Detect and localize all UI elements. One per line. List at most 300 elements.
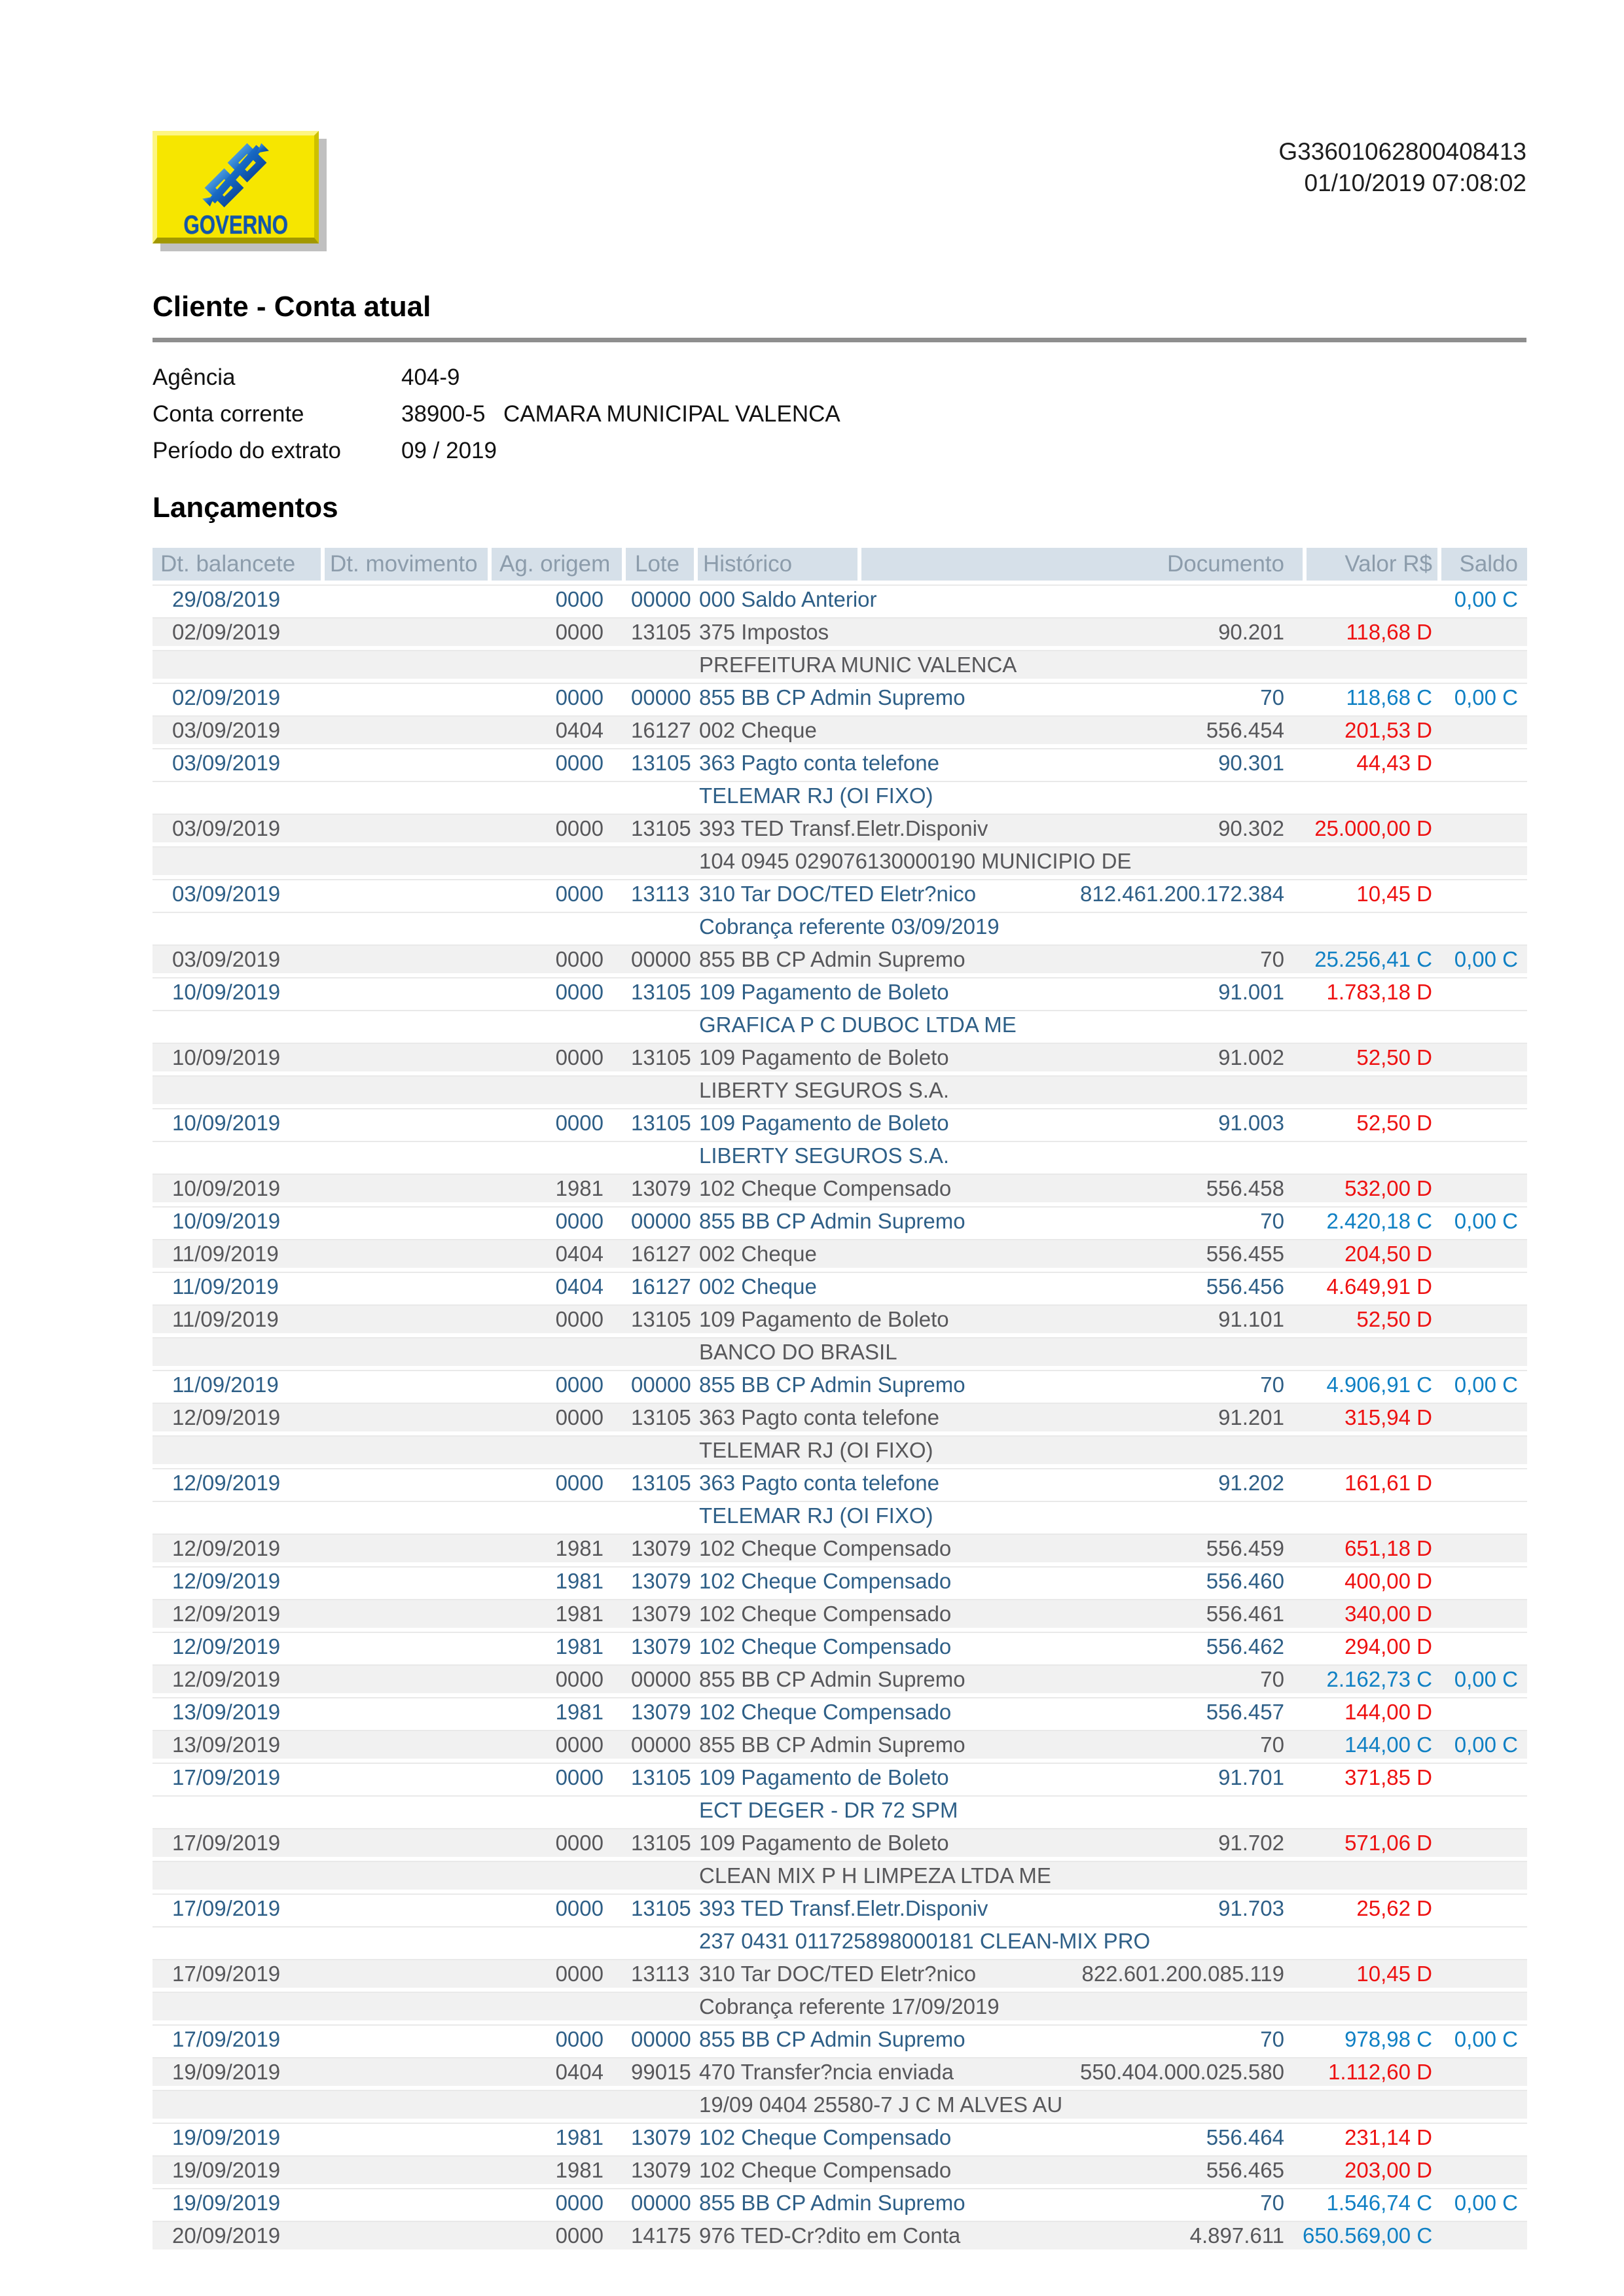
transaction-row: [153, 748, 1527, 777]
cell-valor: 4.649,91 D: [1303, 1272, 1437, 1300]
cell-dt-movimento: [321, 1893, 488, 1922]
cell-ag-origem: 1981: [488, 1599, 622, 1628]
description-row: [153, 2090, 1527, 2119]
cell-documento: 91.701: [857, 1763, 1303, 1791]
cell-lote: 13113: [622, 879, 694, 908]
cell-documento: 70: [857, 944, 1303, 973]
cell-ag-origem: 1981: [488, 1632, 622, 1660]
cell-saldo: [1437, 1959, 1527, 1988]
agency-label: Agência: [153, 365, 236, 390]
cell-dt-movimento: [321, 1304, 488, 1333]
transaction-row: [153, 1959, 1527, 1988]
transaction-row: [153, 1893, 1527, 1922]
cell-dt-movimento: [321, 584, 488, 613]
cell-dt-movimento: [321, 977, 488, 1006]
cell-valor: 201,53 D: [1303, 715, 1437, 744]
entries-section-title: Lançamentos: [153, 492, 338, 524]
cell-saldo: 0,00 C: [1437, 2188, 1527, 2217]
cell-saldo: [1437, 1599, 1527, 1628]
transaction-row: [153, 1632, 1527, 1660]
cell-documento: 91.201: [857, 1403, 1303, 1431]
cell-lote: 14175: [622, 2221, 694, 2250]
cell-ag-origem: 0000: [488, 1043, 622, 1071]
transaction-row: [153, 814, 1527, 842]
cell-dt-balancete: 19/09/2019: [153, 2123, 321, 2151]
cell-historico: 109 Pagamento de Boleto: [694, 1304, 857, 1333]
cell-dt-movimento: [321, 1599, 488, 1628]
cell-dt-balancete: 03/09/2019: [153, 879, 321, 908]
cell-dt-movimento: [321, 1174, 488, 1202]
cell-historico: 310 Tar DOC/TED Eletr?nico: [694, 1959, 857, 1988]
cell-historico: 855 BB CP Admin Supremo: [694, 2188, 857, 2217]
cell-valor: 650.569,00 C: [1303, 2221, 1437, 2250]
transaction-row: [153, 1468, 1527, 1497]
account-info-row-account: [153, 396, 1526, 433]
cell-dt-balancete: 10/09/2019: [153, 1108, 321, 1137]
cell-historico: 109 Pagamento de Boleto: [694, 1828, 857, 1857]
cell-ag-origem: 0000: [488, 1108, 622, 1137]
cell-historico: 855 BB CP Admin Supremo: [694, 1206, 857, 1235]
cell-saldo: [1437, 1043, 1527, 1071]
transaction-row: [153, 1828, 1527, 1857]
cell-dt-balancete: 20/09/2019: [153, 2221, 321, 2250]
cell-ag-origem: 1981: [488, 2123, 622, 2151]
cell-documento: 556.464: [857, 2123, 1303, 2151]
cell-dt-balancete: 17/09/2019: [153, 2024, 321, 2053]
transaction-row: [153, 1174, 1527, 1202]
cell-empty: [153, 1926, 694, 1955]
cell-dt-balancete: 03/09/2019: [153, 715, 321, 744]
cell-valor: 25.000,00 D: [1303, 814, 1437, 842]
cell-dt-movimento: [321, 2123, 488, 2151]
cell-historico: 855 BB CP Admin Supremo: [694, 1664, 857, 1693]
transaction-row: [153, 1664, 1527, 1693]
transaction-row: [153, 584, 1527, 613]
cell-dt-movimento: [321, 748, 488, 777]
cell-valor: 400,00 D: [1303, 1566, 1437, 1595]
cell-dt-movimento: [321, 1566, 488, 1595]
cell-documento: 70: [857, 2024, 1303, 2053]
cell-dt-balancete: 13/09/2019: [153, 1730, 321, 1759]
cell-empty: [153, 2090, 694, 2119]
transaction-row: [153, 879, 1527, 908]
cell-lote: 13079: [622, 1632, 694, 1660]
banco-do-brasil-emblem-icon: [196, 135, 275, 211]
cell-dt-movimento: [321, 1730, 488, 1759]
cell-dt-balancete: 10/09/2019: [153, 977, 321, 1006]
cell-valor: 52,50 D: [1303, 1108, 1437, 1137]
cell-documento: 91.101: [857, 1304, 1303, 1333]
transaction-row: [153, 1239, 1527, 1268]
cell-empty: [153, 1337, 694, 1366]
cell-lote: 16127: [622, 1239, 694, 1268]
cell-historico: 102 Cheque Compensado: [694, 1599, 857, 1628]
banco-do-brasil-governo-logo: [153, 131, 319, 243]
col-header-saldo: Saldo: [1437, 548, 1527, 581]
cell-dt-balancete: 11/09/2019: [153, 1272, 321, 1300]
cell-dt-balancete: 03/09/2019: [153, 814, 321, 842]
cell-dt-movimento: [321, 1206, 488, 1235]
cell-description: 104 0945 029076130000190 MUNICIPIO DE: [694, 846, 1527, 875]
cell-lote: 13079: [622, 1599, 694, 1628]
transaction-row: [153, 2024, 1527, 2053]
cell-dt-balancete: 12/09/2019: [153, 1468, 321, 1497]
transaction-row: [153, 1730, 1527, 1759]
cell-documento: 4.897.611: [857, 2221, 1303, 2250]
cell-historico: 109 Pagamento de Boleto: [694, 1043, 857, 1071]
description-row: [153, 912, 1527, 941]
cell-historico: 855 BB CP Admin Supremo: [694, 2024, 857, 2053]
cell-dt-balancete: 12/09/2019: [153, 1534, 321, 1562]
description-row: [153, 1075, 1527, 1104]
cell-documento: 70: [857, 1206, 1303, 1235]
cell-lote: 16127: [622, 1272, 694, 1300]
cell-dt-balancete: 03/09/2019: [153, 944, 321, 973]
cell-description: Cobrança referente 03/09/2019: [694, 912, 1527, 941]
cell-documento: 556.456: [857, 1272, 1303, 1300]
cell-lote: 16127: [622, 715, 694, 744]
cell-documento: 70: [857, 1730, 1303, 1759]
description-row: [153, 1795, 1527, 1824]
cell-documento: 91.002: [857, 1043, 1303, 1071]
cell-saldo: [1437, 977, 1527, 1006]
cell-valor: 1.546,74 C: [1303, 2188, 1437, 2217]
cell-valor: 25.256,41 C: [1303, 944, 1437, 973]
cell-lote: 00000: [622, 944, 694, 973]
cell-valor: 315,94 D: [1303, 1403, 1437, 1431]
transaction-row: [153, 1370, 1527, 1399]
cell-historico: 363 Pagto conta telefone: [694, 1468, 857, 1497]
cell-documento: 556.455: [857, 1239, 1303, 1268]
description-row: [153, 1435, 1527, 1464]
cell-ag-origem: 0000: [488, 944, 622, 973]
table-header-row: [153, 548, 1527, 581]
description-row: [153, 781, 1527, 810]
cell-saldo: [1437, 1174, 1527, 1202]
cell-lote: 99015: [622, 2057, 694, 2086]
cell-ag-origem: 0404: [488, 2057, 622, 2086]
cell-lote: 13105: [622, 1828, 694, 1857]
cell-dt-balancete: 17/09/2019: [153, 1763, 321, 1791]
description-row: [153, 846, 1527, 875]
cell-ag-origem: 0000: [488, 1403, 622, 1431]
cell-saldo: 0,00 C: [1437, 2024, 1527, 2053]
cell-historico: 002 Cheque: [694, 1272, 857, 1300]
cell-ag-origem: 0000: [488, 1664, 622, 1693]
cell-historico: 102 Cheque Compensado: [694, 2155, 857, 2184]
cell-historico: 375 Impostos: [694, 617, 857, 646]
cell-dt-movimento: [321, 1534, 488, 1562]
cell-documento: 556.459: [857, 1534, 1303, 1562]
cell-documento: 812.461.200.172.384: [857, 879, 1303, 908]
cell-valor: 571,06 D: [1303, 1828, 1437, 1857]
cell-saldo: [1437, 1534, 1527, 1562]
cell-dt-balancete: 02/09/2019: [153, 617, 321, 646]
cell-dt-balancete: 17/09/2019: [153, 1959, 321, 1988]
cell-description: Cobrança referente 17/09/2019: [694, 1992, 1527, 2020]
transaction-row: [153, 1534, 1527, 1562]
cell-valor: 144,00 C: [1303, 1730, 1437, 1759]
cell-ag-origem: 0000: [488, 1763, 622, 1791]
cell-dt-balancete: 17/09/2019: [153, 1893, 321, 1922]
cell-lote: 13105: [622, 748, 694, 777]
cell-ag-origem: 0404: [488, 1272, 622, 1300]
cell-dt-movimento: [321, 1043, 488, 1071]
cell-lote: 13079: [622, 1697, 694, 1726]
transaction-row: [153, 944, 1527, 973]
cell-description: TELEMAR RJ (OI FIXO): [694, 1435, 1527, 1464]
cell-dt-balancete: 19/09/2019: [153, 2188, 321, 2217]
cell-saldo: 0,00 C: [1437, 1370, 1527, 1399]
cell-valor: 371,85 D: [1303, 1763, 1437, 1791]
transaction-row: [153, 2221, 1527, 2250]
cell-saldo: [1437, 617, 1527, 646]
cell-dt-movimento: [321, 814, 488, 842]
document-meta: [1278, 131, 1526, 199]
cell-historico: 102 Cheque Compensado: [694, 2123, 857, 2151]
col-header-documento: Documento: [857, 548, 1303, 581]
transaction-row: [153, 1304, 1527, 1333]
generation-datetime: 01/10/2019 07:08:02: [1304, 170, 1526, 196]
cell-saldo: [1437, 2123, 1527, 2151]
description-row: [153, 1926, 1527, 1955]
cell-saldo: 0,00 C: [1437, 1206, 1527, 1235]
cell-saldo: 0,00 C: [1437, 1730, 1527, 1759]
cell-empty: [153, 650, 694, 679]
cell-valor: 1.112,60 D: [1303, 2057, 1437, 2086]
cell-historico: 363 Pagto conta telefone: [694, 1403, 857, 1431]
cell-dt-balancete: 10/09/2019: [153, 1043, 321, 1071]
cell-saldo: 0,00 C: [1437, 584, 1527, 613]
cell-dt-balancete: 12/09/2019: [153, 1403, 321, 1431]
transaction-row: [153, 1403, 1527, 1431]
cell-valor: 1.783,18 D: [1303, 977, 1437, 1006]
cell-documento: 556.460: [857, 1566, 1303, 1595]
cell-documento: 556.457: [857, 1697, 1303, 1726]
description-row: [153, 1501, 1527, 1530]
cell-dt-movimento: [321, 715, 488, 744]
cell-saldo: [1437, 1304, 1527, 1333]
section-divider: [153, 338, 1526, 342]
transaction-row: [153, 1697, 1527, 1726]
cell-lote: 13105: [622, 814, 694, 842]
cell-ag-origem: 0000: [488, 683, 622, 711]
cell-ag-origem: 0000: [488, 879, 622, 908]
cell-saldo: [1437, 715, 1527, 744]
cell-dt-movimento: [321, 1697, 488, 1726]
cell-lote: 13105: [622, 1893, 694, 1922]
cell-description: 19/09 0404 25580-7 J C M ALVES AU: [694, 2090, 1527, 2119]
cell-valor: 52,50 D: [1303, 1043, 1437, 1071]
cell-empty: [153, 1435, 694, 1464]
cell-dt-balancete: 13/09/2019: [153, 1697, 321, 1726]
cell-documento: 90.301: [857, 748, 1303, 777]
cell-empty: [153, 912, 694, 941]
cell-documento: 90.302: [857, 814, 1303, 842]
cell-historico: 310 Tar DOC/TED Eletr?nico: [694, 879, 857, 908]
transaction-row: [153, 2155, 1527, 2184]
cell-empty: [153, 1501, 694, 1530]
cell-dt-movimento: [321, 1468, 488, 1497]
account-label: Conta corrente: [153, 401, 304, 427]
cell-saldo: [1437, 2221, 1527, 2250]
cell-saldo: 0,00 C: [1437, 683, 1527, 711]
cell-historico: 393 TED Transf.Eletr.Disponiv: [694, 814, 857, 842]
description-row: [153, 1861, 1527, 1890]
cell-documento: 91.003: [857, 1108, 1303, 1137]
cell-lote: 13105: [622, 1108, 694, 1137]
cell-dt-movimento: [321, 1403, 488, 1431]
transaction-row: [153, 1108, 1527, 1137]
cell-historico: 002 Cheque: [694, 715, 857, 744]
cell-lote: 00000: [622, 1730, 694, 1759]
transaction-row: [153, 1043, 1527, 1071]
cell-saldo: [1437, 1632, 1527, 1660]
description-row: [153, 650, 1527, 679]
cell-lote: 13105: [622, 1043, 694, 1071]
cell-dt-movimento: [321, 617, 488, 646]
cell-dt-movimento: [321, 879, 488, 908]
transaction-row: [153, 2188, 1527, 2217]
cell-lote: 13105: [622, 1468, 694, 1497]
cell-saldo: [1437, 2057, 1527, 2086]
cell-dt-balancete: 12/09/2019: [153, 1664, 321, 1693]
cell-historico: 393 TED Transf.Eletr.Disponiv: [694, 1893, 857, 1922]
cell-saldo: [1437, 1468, 1527, 1497]
cell-saldo: [1437, 1828, 1527, 1857]
cell-saldo: 0,00 C: [1437, 944, 1527, 973]
cell-valor: 44,43 D: [1303, 748, 1437, 777]
cell-valor: 203,00 D: [1303, 2155, 1437, 2184]
cell-valor: 231,14 D: [1303, 2123, 1437, 2151]
cell-documento: 91.702: [857, 1828, 1303, 1857]
cell-saldo: [1437, 1697, 1527, 1726]
cell-historico: 363 Pagto conta telefone: [694, 748, 857, 777]
cell-ag-origem: 0000: [488, 1893, 622, 1922]
period-value: 09 / 2019: [401, 438, 497, 463]
cell-lote: 13079: [622, 1174, 694, 1202]
cell-saldo: [1437, 1239, 1527, 1268]
cell-valor: 52,50 D: [1303, 1304, 1437, 1333]
cell-ag-origem: 0000: [488, 2221, 622, 2250]
cell-ag-origem: 1981: [488, 2155, 622, 2184]
cell-historico: 109 Pagamento de Boleto: [694, 1108, 857, 1137]
cell-documento: 556.465: [857, 2155, 1303, 2184]
cell-historico: 109 Pagamento de Boleto: [694, 977, 857, 1006]
cell-historico: 102 Cheque Compensado: [694, 1566, 857, 1595]
col-header-lote: Lote: [622, 548, 694, 581]
cell-ag-origem: 0000: [488, 748, 622, 777]
cell-ag-origem: 0000: [488, 1304, 622, 1333]
cell-lote: 00000: [622, 584, 694, 613]
cell-dt-movimento: [321, 1664, 488, 1693]
account-holder-name: CAMARA MUNICIPAL VALENCA: [503, 401, 840, 427]
col-header-dt-movimento: Dt. movimento: [321, 548, 488, 581]
cell-historico: 470 Transfer?ncia enviada: [694, 2057, 857, 2086]
cell-saldo: [1437, 2155, 1527, 2184]
cell-ag-origem: 0000: [488, 814, 622, 842]
cell-historico: 102 Cheque Compensado: [694, 1534, 857, 1562]
cell-valor: 340,00 D: [1303, 1599, 1437, 1628]
cell-lote: 00000: [622, 2024, 694, 2053]
cell-valor: 10,45 D: [1303, 879, 1437, 908]
description-row: [153, 1337, 1527, 1366]
cell-lote: 13079: [622, 1534, 694, 1562]
cell-dt-movimento: [321, 1370, 488, 1399]
cell-historico: 109 Pagamento de Boleto: [694, 1763, 857, 1791]
cell-empty: [153, 1861, 694, 1890]
cell-historico: 002 Cheque: [694, 1239, 857, 1268]
cell-description: PREFEITURA MUNIC VALENCA: [694, 650, 1527, 679]
cell-saldo: 0,00 C: [1437, 1664, 1527, 1693]
cell-dt-balancete: 10/09/2019: [153, 1174, 321, 1202]
transaction-row: [153, 1206, 1527, 1235]
cell-description: LIBERTY SEGUROS S.A.: [694, 1075, 1527, 1104]
cell-historico: 102 Cheque Compensado: [694, 1632, 857, 1660]
transaction-row: [153, 2057, 1527, 2086]
cell-documento: 70: [857, 2188, 1303, 2217]
cell-empty: [153, 1010, 694, 1039]
cell-description: ECT DEGER - DR 72 SPM: [694, 1795, 1527, 1824]
cell-empty: [153, 1992, 694, 2020]
cell-historico: 102 Cheque Compensado: [694, 1174, 857, 1202]
client-section-title: Cliente - Conta atual: [153, 291, 431, 323]
cell-valor: 294,00 D: [1303, 1632, 1437, 1660]
cell-lote: 13105: [622, 977, 694, 1006]
cell-lote: 13105: [622, 1763, 694, 1791]
cell-documento: 91.001: [857, 977, 1303, 1006]
transaction-row: [153, 1599, 1527, 1628]
cell-saldo: [1437, 748, 1527, 777]
cell-documento: 70: [857, 683, 1303, 711]
cell-dt-balancete: 12/09/2019: [153, 1566, 321, 1595]
cell-documento: 91.202: [857, 1468, 1303, 1497]
cell-valor: 2.420,18 C: [1303, 1206, 1437, 1235]
transaction-row: [153, 2123, 1527, 2151]
cell-ag-origem: 0000: [488, 1468, 622, 1497]
cell-empty: [153, 1795, 694, 1824]
account-number: 38900-5: [401, 401, 486, 427]
cell-dt-movimento: [321, 2221, 488, 2250]
cell-lote: 13079: [622, 2155, 694, 2184]
cell-saldo: [1437, 1403, 1527, 1431]
cell-saldo: [1437, 1566, 1527, 1595]
cell-saldo: [1437, 879, 1527, 908]
cell-valor: [1303, 584, 1437, 613]
cell-description: BANCO DO BRASIL: [694, 1337, 1527, 1366]
cell-ag-origem: 1981: [488, 1534, 622, 1562]
transaction-row: [153, 1566, 1527, 1595]
cell-lote: 00000: [622, 1370, 694, 1399]
cell-description: LIBERTY SEGUROS S.A.: [694, 1141, 1527, 1170]
cell-documento: 70: [857, 1370, 1303, 1399]
cell-ag-origem: 0000: [488, 977, 622, 1006]
transaction-row: [153, 617, 1527, 646]
cell-lote: 13079: [622, 1566, 694, 1595]
cell-valor: 10,45 D: [1303, 1959, 1437, 1988]
cell-documento: 550.404.000.025.580: [857, 2057, 1303, 2086]
transaction-row: [153, 977, 1527, 1006]
cell-dt-balancete: 17/09/2019: [153, 1828, 321, 1857]
cell-lote: 00000: [622, 2188, 694, 2217]
cell-documento: 91.703: [857, 1893, 1303, 1922]
cell-dt-movimento: [321, 1108, 488, 1137]
cell-empty: [153, 1075, 694, 1104]
cell-dt-balancete: 12/09/2019: [153, 1599, 321, 1628]
cell-dt-balancete: 10/09/2019: [153, 1206, 321, 1235]
cell-historico: 855 BB CP Admin Supremo: [694, 944, 857, 973]
cell-dt-balancete: 12/09/2019: [153, 1632, 321, 1660]
